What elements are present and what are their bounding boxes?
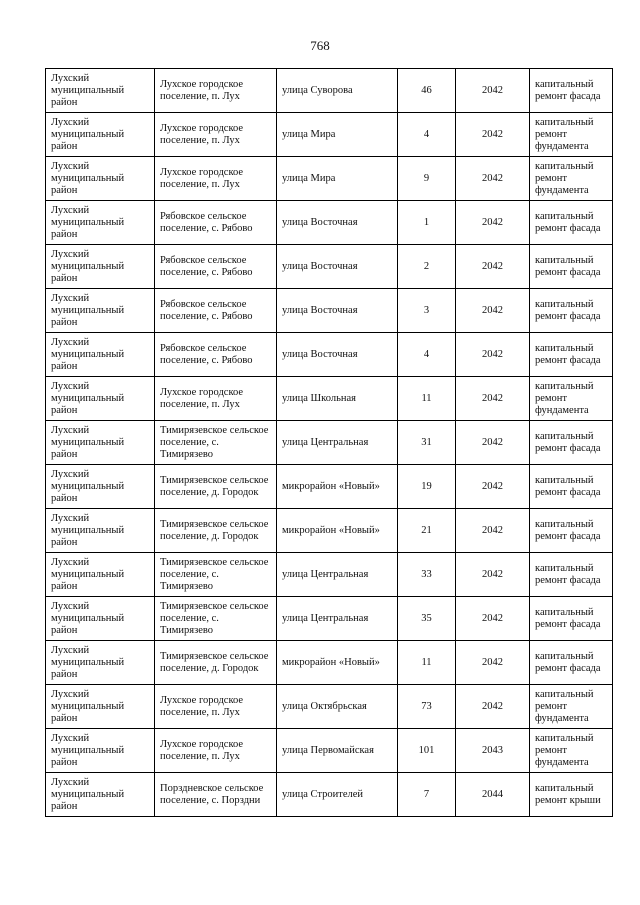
settlement-cell: Лухское городское поселение, п. Лух bbox=[155, 729, 277, 773]
work-type-cell: капитальный ремонт фасада bbox=[530, 641, 613, 685]
settlement-cell: Тимирязевское сельское поселение, д. Городок bbox=[155, 465, 277, 509]
street-cell: улица Суворова bbox=[277, 69, 398, 113]
district-cell: Лухский муниципальный район bbox=[46, 421, 155, 465]
table-row bbox=[46, 113, 613, 157]
settlement-cell: Тимирязевское сельское поселение, с. Тимирязево bbox=[155, 553, 277, 597]
work-type-cell: капитальный ремонт фасада bbox=[530, 421, 613, 465]
district-cell: Лухский муниципальный район bbox=[46, 245, 155, 289]
work-type-cell: капитальный ремонт фасада bbox=[530, 201, 613, 245]
year-cell: 2042 bbox=[456, 245, 530, 289]
year-cell: 2042 bbox=[456, 553, 530, 597]
year-cell: 2044 bbox=[456, 773, 530, 817]
street-cell: микрорайон «Новый» bbox=[277, 641, 398, 685]
work-type-cell: капитальный ремонт фасада bbox=[530, 553, 613, 597]
street-cell: улица Строителей bbox=[277, 773, 398, 817]
settlement-cell: Лухское городское поселение, п. Лух bbox=[155, 69, 277, 113]
work-type-cell: капитальный ремонт фундамента bbox=[530, 157, 613, 201]
house-number-cell: 7 bbox=[398, 773, 456, 817]
year-cell: 2042 bbox=[456, 377, 530, 421]
settlement-cell: Рябовское сельское поселение, с. Рябово bbox=[155, 245, 277, 289]
district-cell: Лухский муниципальный район bbox=[46, 333, 155, 377]
table-row bbox=[46, 421, 613, 465]
district-cell: Лухский муниципальный район bbox=[46, 465, 155, 509]
settlement-cell: Лухское городское поселение, п. Лух bbox=[155, 685, 277, 729]
house-number-cell: 21 bbox=[398, 509, 456, 553]
street-cell: улица Восточная bbox=[277, 333, 398, 377]
year-cell: 2042 bbox=[456, 201, 530, 245]
house-number-cell: 4 bbox=[398, 113, 456, 157]
street-cell: улица Школьная bbox=[277, 377, 398, 421]
settlement-cell: Лухское городское поселение, п. Лух bbox=[155, 113, 277, 157]
year-cell: 2042 bbox=[456, 69, 530, 113]
district-cell: Лухский муниципальный район bbox=[46, 69, 155, 113]
year-cell: 2042 bbox=[456, 509, 530, 553]
work-type-cell: капитальный ремонт фасада bbox=[530, 333, 613, 377]
year-cell: 2042 bbox=[456, 641, 530, 685]
year-cell: 2042 bbox=[456, 333, 530, 377]
street-cell: микрорайон «Новый» bbox=[277, 509, 398, 553]
settlement-cell: Тимирязевское сельское поселение, д. Городок bbox=[155, 509, 277, 553]
table-row bbox=[46, 201, 613, 245]
house-number-cell: 11 bbox=[398, 377, 456, 421]
table-body bbox=[46, 69, 613, 817]
page-number: 768 bbox=[310, 38, 330, 53]
house-number-cell: 35 bbox=[398, 597, 456, 641]
house-number-cell: 33 bbox=[398, 553, 456, 597]
district-cell: Лухский муниципальный район bbox=[46, 377, 155, 421]
district-cell: Лухский муниципальный район bbox=[46, 729, 155, 773]
settlement-cell: Тимирязевское сельское поселение, с. Тимирязево bbox=[155, 597, 277, 641]
work-type-cell: капитальный ремонт фундамента bbox=[530, 685, 613, 729]
table-row bbox=[46, 685, 613, 729]
settlement-cell: Тимирязевское сельское поселение, с. Тимирязево bbox=[155, 421, 277, 465]
house-number-cell: 9 bbox=[398, 157, 456, 201]
table-row bbox=[46, 465, 613, 509]
street-cell: улица Восточная bbox=[277, 201, 398, 245]
house-number-cell: 19 bbox=[398, 465, 456, 509]
table-row bbox=[46, 773, 613, 817]
street-cell: улица Мира bbox=[277, 157, 398, 201]
table-row bbox=[46, 641, 613, 685]
district-cell: Лухский муниципальный район bbox=[46, 597, 155, 641]
district-cell: Лухский муниципальный район bbox=[46, 201, 155, 245]
street-cell: улица Центральная bbox=[277, 421, 398, 465]
district-cell: Лухский муниципальный район bbox=[46, 113, 155, 157]
house-number-cell: 3 bbox=[398, 289, 456, 333]
year-cell: 2042 bbox=[456, 289, 530, 333]
street-cell: улица Первомайская bbox=[277, 729, 398, 773]
repair-schedule-table bbox=[45, 68, 613, 817]
street-cell: улица Восточная bbox=[277, 245, 398, 289]
work-type-cell: капитальный ремонт фасада bbox=[530, 289, 613, 333]
district-cell: Лухский муниципальный район bbox=[46, 553, 155, 597]
year-cell: 2042 bbox=[456, 113, 530, 157]
house-number-cell: 46 bbox=[398, 69, 456, 113]
table-row bbox=[46, 509, 613, 553]
settlement-cell: Тимирязевское сельское поселение, д. Городок bbox=[155, 641, 277, 685]
street-cell: улица Октябрьская bbox=[277, 685, 398, 729]
street-cell: микрорайон «Новый» bbox=[277, 465, 398, 509]
settlement-cell: Рябовское сельское поселение, с. Рябово bbox=[155, 333, 277, 377]
table-row bbox=[46, 729, 613, 773]
table-row bbox=[46, 333, 613, 377]
district-cell: Лухский муниципальный район bbox=[46, 509, 155, 553]
house-number-cell: 11 bbox=[398, 641, 456, 685]
district-cell: Лухский муниципальный район bbox=[46, 773, 155, 817]
house-number-cell: 1 bbox=[398, 201, 456, 245]
work-type-cell: капитальный ремонт фундамента bbox=[530, 113, 613, 157]
district-cell: Лухский муниципальный район bbox=[46, 157, 155, 201]
district-cell: Лухский муниципальный район bbox=[46, 685, 155, 729]
year-cell: 2042 bbox=[456, 597, 530, 641]
street-cell: улица Центральная bbox=[277, 597, 398, 641]
table-row bbox=[46, 289, 613, 333]
table-row bbox=[46, 597, 613, 641]
work-type-cell: капитальный ремонт фундамента bbox=[530, 729, 613, 773]
street-cell: улица Центральная bbox=[277, 553, 398, 597]
house-number-cell: 4 bbox=[398, 333, 456, 377]
table-row bbox=[46, 553, 613, 597]
settlement-cell: Рябовское сельское поселение, с. Рябово bbox=[155, 289, 277, 333]
district-cell: Лухский муниципальный район bbox=[46, 641, 155, 685]
work-type-cell: капитальный ремонт фундамента bbox=[530, 377, 613, 421]
settlement-cell: Лухское городское поселение, п. Лух bbox=[155, 377, 277, 421]
street-cell: улица Восточная bbox=[277, 289, 398, 333]
house-number-cell: 2 bbox=[398, 245, 456, 289]
work-type-cell: капитальный ремонт фасада bbox=[530, 465, 613, 509]
house-number-cell: 101 bbox=[398, 729, 456, 773]
settlement-cell: Рябовское сельское поселение, с. Рябово bbox=[155, 201, 277, 245]
work-type-cell: капитальный ремонт фасада bbox=[530, 245, 613, 289]
table-row bbox=[46, 377, 613, 421]
work-type-cell: капитальный ремонт фасада bbox=[530, 597, 613, 641]
year-cell: 2042 bbox=[456, 421, 530, 465]
street-cell: улица Мира bbox=[277, 113, 398, 157]
house-number-cell: 31 bbox=[398, 421, 456, 465]
district-cell: Лухский муниципальный район bbox=[46, 289, 155, 333]
table-row bbox=[46, 245, 613, 289]
year-cell: 2042 bbox=[456, 465, 530, 509]
work-type-cell: капитальный ремонт фасада bbox=[530, 509, 613, 553]
year-cell: 2042 bbox=[456, 157, 530, 201]
table-row bbox=[46, 157, 613, 201]
settlement-cell: Порздневское сельское поселение, с. Порздни bbox=[155, 773, 277, 817]
table-row bbox=[46, 69, 613, 113]
work-type-cell: капитальный ремонт фасада bbox=[530, 69, 613, 113]
settlement-cell: Лухское городское поселение, п. Лух bbox=[155, 157, 277, 201]
year-cell: 2043 bbox=[456, 729, 530, 773]
year-cell: 2042 bbox=[456, 685, 530, 729]
work-type-cell: капитальный ремонт крыши bbox=[530, 773, 613, 817]
house-number-cell: 73 bbox=[398, 685, 456, 729]
